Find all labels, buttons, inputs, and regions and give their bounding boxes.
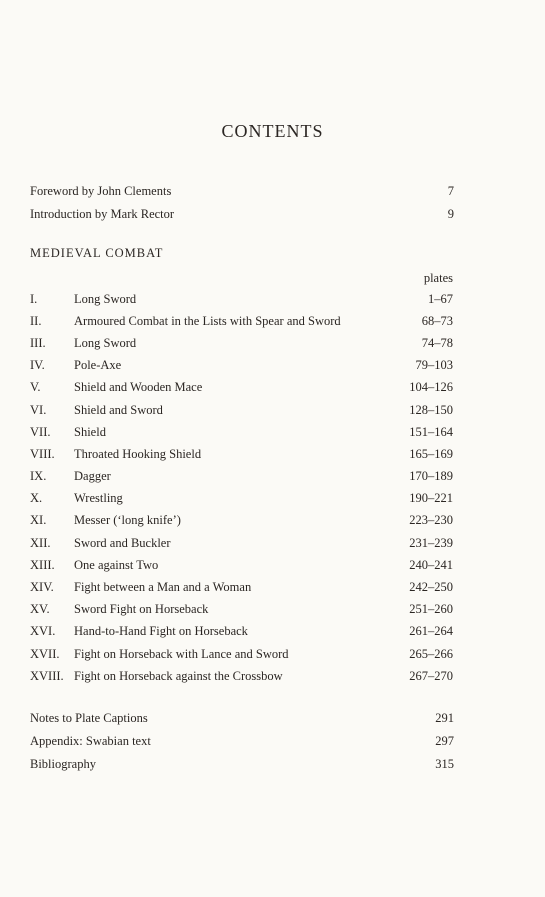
plate-title: Shield and Sword	[74, 402, 163, 417]
plate-range: 242–250	[409, 580, 453, 595]
plate-title: Pole-Axe	[74, 358, 122, 373]
plate-title: Long Sword	[74, 291, 137, 306]
plate-number: VI.	[30, 402, 47, 417]
plate-title: Throated Hooking Shield	[74, 446, 202, 461]
plate-range: 79–103	[415, 358, 453, 373]
plate-number: XIII.	[30, 557, 55, 572]
entry-title: Introduction by Mark Rector	[30, 207, 175, 221]
entry-title: Appendix: Swabian text	[30, 734, 151, 748]
plate-title: Fight on Horseback with Lance and Sword	[74, 646, 289, 661]
plate-range: 68–73	[421, 313, 453, 328]
plate-entry[interactable]	[30, 288, 453, 310]
plate-title: Messer (‘long knife’)	[74, 513, 181, 528]
plate-range: 165–169	[409, 446, 453, 461]
entry-page: 297	[435, 734, 454, 748]
plate-entry[interactable]	[30, 510, 453, 532]
plate-title: Hand-to-Hand Fight on Horseback	[74, 624, 248, 639]
plate-entry[interactable]	[30, 310, 453, 332]
plates-column-label: plates	[423, 271, 453, 285]
back-matter-list	[30, 707, 454, 776]
plate-entry[interactable]	[30, 554, 453, 576]
plate-entry[interactable]	[30, 399, 453, 421]
plate-title: Wrestling	[74, 491, 123, 506]
plate-number: V.	[30, 380, 41, 395]
toc-entry-introduction[interactable]	[30, 203, 454, 226]
toc-entry-foreword[interactable]	[30, 180, 454, 203]
plate-number: XIV.	[30, 580, 54, 595]
plate-number: XII.	[30, 535, 51, 550]
entry-title: Notes to Plate Captions	[30, 711, 148, 725]
plate-title: Armoured Combat in the Lists with Spear and Sword	[74, 313, 341, 328]
plate-number: VIII.	[30, 446, 55, 461]
entry-page: 291	[435, 711, 454, 725]
plate-entry[interactable]	[30, 643, 453, 665]
plate-entry[interactable]	[30, 443, 453, 465]
plate-entry[interactable]	[30, 621, 453, 643]
plate-number: VII.	[30, 424, 51, 439]
toc-entry-notes[interactable]	[30, 707, 454, 730]
toc-entry-bibliography[interactable]	[30, 753, 454, 776]
plate-range: 240–241	[409, 557, 453, 572]
plates-list	[30, 288, 453, 687]
plate-entry[interactable]	[30, 488, 453, 510]
plate-title: Shield	[74, 424, 106, 439]
plate-number: I.	[30, 291, 38, 306]
plate-entry[interactable]	[30, 599, 453, 621]
plate-number: XV.	[30, 602, 50, 617]
plate-range: 104–126	[409, 380, 453, 395]
plate-title: Shield and Wooden Mace	[74, 380, 203, 395]
plate-range: 223–230	[409, 513, 453, 528]
plate-title: Long Sword	[74, 335, 137, 350]
plate-range: 261–264	[409, 624, 453, 639]
plate-entry[interactable]	[30, 532, 453, 554]
plate-number: XVII.	[30, 646, 60, 661]
plate-entry[interactable]	[30, 421, 453, 443]
plate-number: XI.	[30, 513, 47, 528]
plate-range: 231–239	[409, 535, 453, 550]
plate-title: Dagger	[74, 469, 111, 484]
plate-title: One against Two	[74, 557, 159, 572]
plate-title: Fight between a Man and a Woman	[74, 580, 252, 595]
plate-range: 190–221	[409, 491, 453, 506]
plate-title: Sword and Buckler	[74, 535, 171, 550]
page-title: CONTENTS	[221, 121, 324, 141]
entry-title: Foreword by John Clements	[30, 184, 172, 198]
plate-entry[interactable]	[30, 665, 453, 687]
plate-range: 251–260	[409, 602, 453, 617]
plate-number: II.	[30, 313, 42, 328]
plate-range: 267–270	[409, 668, 453, 683]
plate-title: Fight on Horseback against the Crossbow	[74, 668, 283, 683]
entry-title: Bibliography	[30, 757, 96, 771]
plate-number: III.	[30, 335, 46, 350]
plate-number: IX.	[30, 469, 47, 484]
plate-title: Sword Fight on Horseback	[74, 602, 209, 617]
plate-entry[interactable]	[30, 377, 453, 399]
plate-entry[interactable]	[30, 355, 453, 377]
plate-number: XVIII.	[30, 668, 64, 683]
plate-range: 74–78	[421, 335, 453, 350]
section-heading: MEDIEVAL COMBAT	[30, 246, 164, 260]
plate-entry[interactable]	[30, 466, 453, 488]
plate-number: IV.	[30, 358, 45, 373]
plate-range: 151–164	[409, 424, 453, 439]
toc-entry-appendix[interactable]	[30, 730, 454, 753]
entry-page: 9	[447, 207, 454, 221]
plate-range: 265–266	[409, 646, 453, 661]
plate-number: X.	[30, 491, 43, 506]
entry-page: 315	[435, 757, 454, 771]
plate-number: XVI.	[30, 624, 56, 639]
plate-range: 128–150	[409, 402, 453, 417]
plate-entry[interactable]	[30, 576, 453, 598]
plate-range: 1–67	[428, 291, 453, 306]
front-matter-list	[30, 180, 454, 226]
entry-page: 7	[447, 184, 454, 198]
plate-range: 170–189	[409, 469, 453, 484]
plate-entry[interactable]	[30, 332, 453, 354]
